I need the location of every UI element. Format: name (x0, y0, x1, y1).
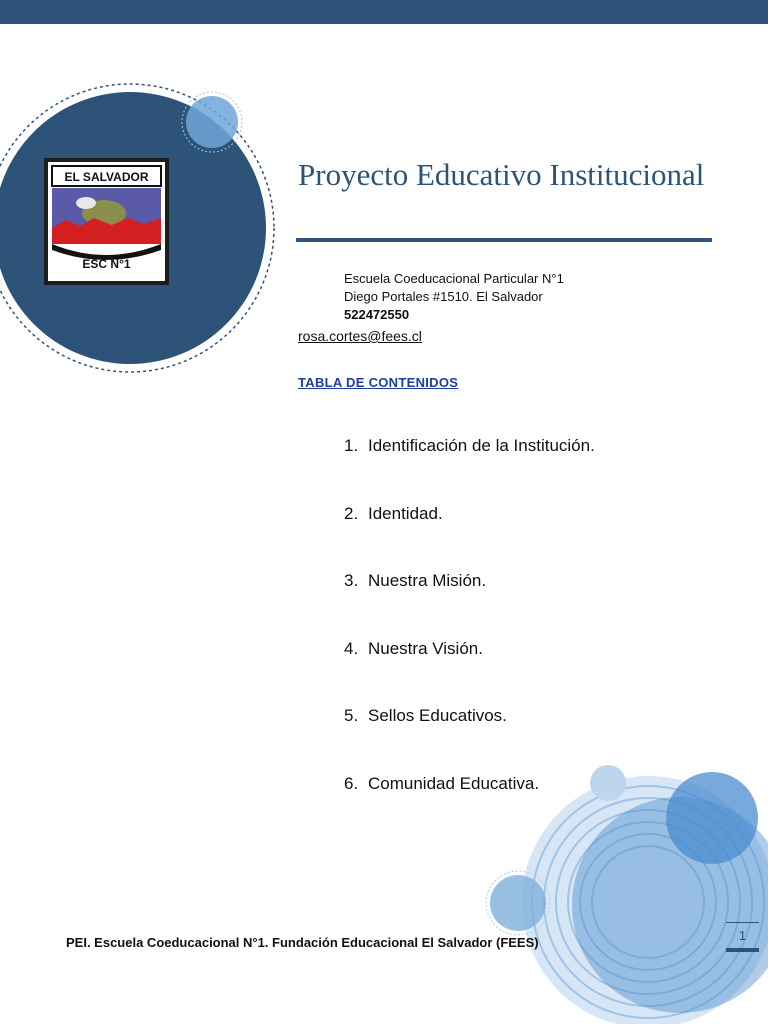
footer-text: PEI. Escuela Coeducacional N°1. Fundación Educacional El Salvador (FEES) (66, 935, 539, 950)
page-number: 1 (738, 928, 747, 943)
toc-item-label: Comunidad Educativa. (368, 773, 540, 793)
small-light-circle (186, 96, 238, 148)
toc-item[interactable] (344, 571, 595, 639)
school-address: Diego Portales #1510. El Salvador (344, 289, 543, 304)
toc-item-label: Nuestra Visión. (368, 638, 483, 658)
toc-item[interactable] (344, 774, 595, 842)
email-link[interactable]: rosa.cortes@fees.cl (298, 328, 422, 344)
crest-bottom-text: ESC N°1 (82, 257, 131, 271)
toc-item-number: 1. (344, 436, 359, 455)
toc-item-number: 2. (344, 503, 359, 523)
school-name: Escuela Coeducacional Particular N°1 (344, 271, 564, 286)
table-of-contents (344, 436, 595, 841)
toc-item-label: Nuestra Misión. (368, 571, 487, 590)
toc-item[interactable] (344, 504, 595, 572)
toc-item-label: Identidad. (368, 503, 443, 523)
page-number-box (726, 922, 759, 952)
school-info (344, 270, 564, 324)
toc-item[interactable] (344, 639, 595, 707)
title-divider (296, 238, 712, 242)
page-number-top-rule (726, 922, 759, 923)
crest-top-text: EL SALVADOR (64, 170, 149, 184)
document-title: Proyecto Educativo Institucional (298, 157, 705, 192)
toc-item[interactable] (344, 706, 595, 774)
toc-item-number: 5. (344, 706, 359, 725)
toc-item-label: Sellos Educativos. (368, 706, 507, 725)
school-phone: 522472550 (344, 307, 410, 322)
toc-item-label: Identificación de la Institución. (368, 436, 595, 455)
toc-item-number: 3. (344, 571, 359, 590)
toc-item[interactable] (344, 436, 595, 504)
toc-heading[interactable]: TABLA DE CONTENIDOS (298, 375, 459, 390)
school-crest-logo (44, 158, 169, 285)
page-number-bottom-rule (726, 948, 759, 952)
toc-item-number: 4. (344, 638, 359, 658)
toc-item-number: 6. (344, 773, 359, 793)
